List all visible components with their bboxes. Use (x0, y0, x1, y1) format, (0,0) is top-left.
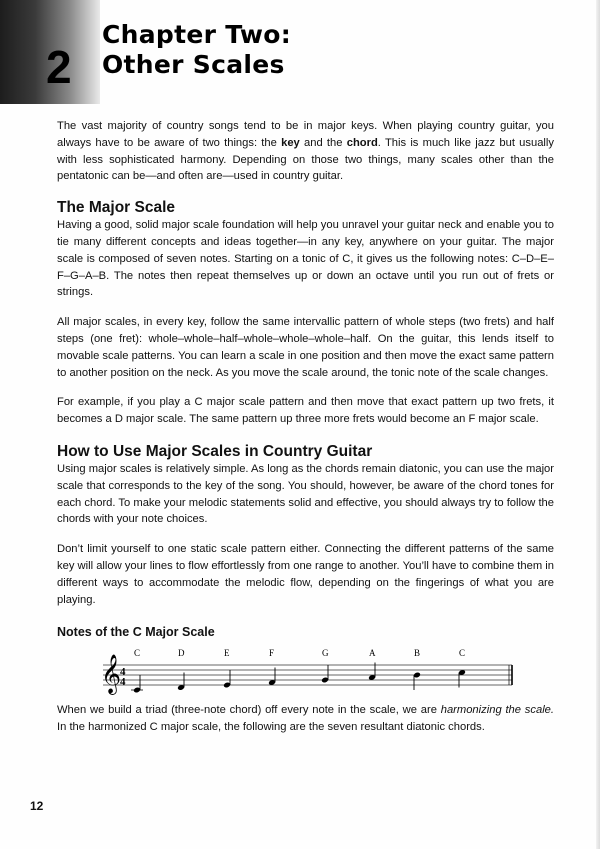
time-signature-bottom: 4 (120, 676, 126, 689)
note-name-label: E (224, 648, 230, 659)
c-major-scale-staff (57, 648, 554, 698)
chapter-title-line1: Chapter Two: (102, 20, 292, 49)
page-number: 12 (30, 799, 44, 813)
staff-notation (57, 648, 554, 698)
chapter-title-line2: Other Scales (102, 50, 285, 79)
intro-text-3: . This is much like jazz but usually with less sophisticated harmony. Depending on those two things, many scales other than the pentatonic can be—and often are—used in country guitar. (57, 136, 554, 183)
major-scale-paragraph-1: Having a good, solid major scale foundation will help you unravel your guitar neck and enable you to tie many different concepts and ideas together—in any key, anywhere on your guitar. The major scale is composed of seven notes. Starting on a tonic of C, it gives us the following notes: C–D–E–F–G–A–B. The notes then repeat themselves up or down an octave until you run out of frets or strings. (57, 219, 554, 299)
treble-clef-icon: 𝄞 (101, 654, 122, 695)
page-edge-shadow (596, 0, 600, 849)
chapter-title (102, 20, 291, 80)
notes-heading: Notes of the C Major Scale (57, 625, 215, 640)
note-name-label: G (322, 648, 329, 659)
closing-paragraph (57, 702, 554, 736)
time-signature-top: 4 (120, 666, 126, 679)
page-content (57, 118, 554, 736)
major-scale-paragraph-2: All major scales, in every key, follow the same intervallic pattern of whole steps (two frets) and half steps (one fret): whole–whole–half–whole–whole–whole–half. On the guitar, this lends itself to movable scale patterns. You can learn a scale in one position and then move the exact same pattern to another position on the neck. As you move the scale around, the tonic note of the scale changes. (57, 316, 554, 379)
intro-text-2: and the (299, 136, 347, 149)
major-scale-paragraph-3: For example, if you play a C major scale pattern and then move that exact pattern up two frets, it becomes a D major scale. The same pattern up three more frets would become an F major scale. (57, 396, 554, 426)
intro-chord-term: chord (346, 136, 378, 149)
how-to-paragraph-1: Using major scales is relatively simple. As long as the chords remain diatonic, you can use the major scale that corresponds to the key of the song. You should, however, be aware of the chord tones for each chord. To make your melodic statements solid and effective, you should always try to follow the chords with your note choices. (57, 462, 554, 526)
chapter-number: 2 (46, 41, 72, 93)
note-name-label: C (134, 648, 141, 659)
how-to-heading: How to Use Major Scales in Country Guitar (57, 442, 373, 460)
closing-emphasis: harmonizing the scale. (440, 704, 555, 717)
notes-group (131, 648, 466, 693)
major-scale-heading: The Major Scale (57, 199, 176, 217)
how-to-paragraph-2: Don’t limit yourself to one static scale pattern either. Connecting the different patterns of the same key will allow your lines to flow effortlessly from one range to another. You’ll have to combine them in different ways to accommodate the melodic flow, depending on the fingerings of what you are playing. (57, 543, 554, 606)
closing-text-2: In the harmonized C major scale, the following are the seven resultant diatonic chords. (57, 721, 485, 734)
note-name-label: D (178, 648, 185, 659)
intro-key-term: key (281, 136, 300, 149)
note-name-label: C (459, 648, 466, 659)
intro-text-1: The vast majority of country songs tend to be in major keys. When playing country guitar, you always have to be aware of two things: the (57, 120, 554, 149)
staff-lines (103, 665, 512, 685)
note-name-label: B (414, 648, 421, 659)
note-name-label: F (269, 648, 275, 659)
closing-text-1: When we build a triad (three-note chord) off every note in the scale, we are (57, 704, 441, 717)
intro-paragraph (57, 118, 554, 185)
note-name-label: A (369, 648, 376, 659)
